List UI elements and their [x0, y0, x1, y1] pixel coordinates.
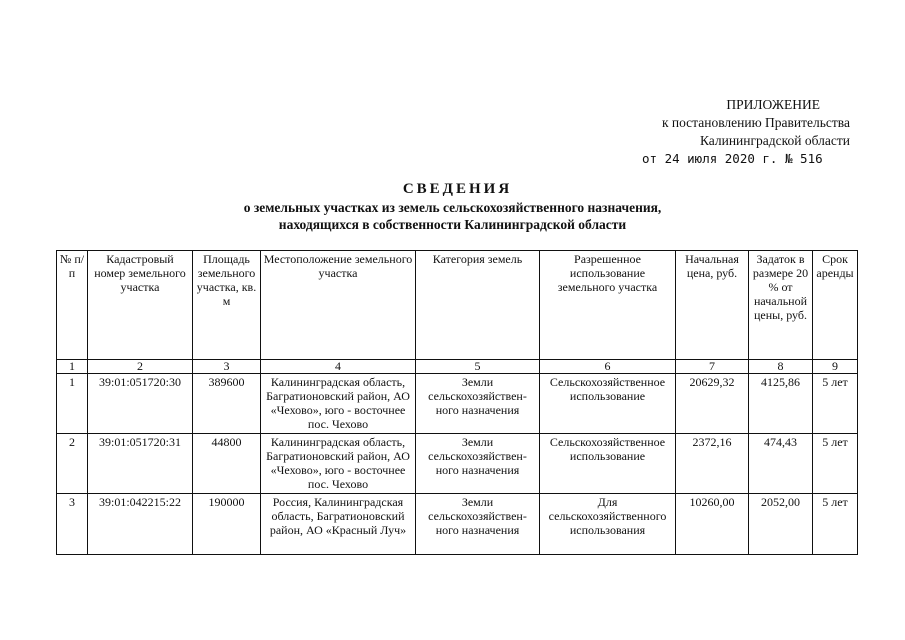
starting-price: 2372,16 [676, 434, 749, 494]
column-number: 7 [676, 360, 749, 374]
cadastral-number: 39:01:051720:31 [88, 434, 193, 494]
permitted-use: Сельскохозяйственное использование [540, 374, 676, 434]
row-number: 2 [57, 434, 88, 494]
permitted-use: Для сельскохозяйственного использования [540, 494, 676, 555]
column-header: Срок аренды [813, 251, 858, 360]
permitted-use: Сельскохозяйственное использование [540, 434, 676, 494]
column-number: 2 [88, 360, 193, 374]
appendix-line-3: Калининградской области [699, 133, 850, 148]
table-header-row [57, 251, 858, 360]
table-row [57, 494, 858, 555]
appendix-block [620, 96, 850, 168]
column-numbers-row [57, 360, 858, 374]
lease-term: 5 лет [813, 494, 858, 555]
starting-price: 20629,32 [676, 374, 749, 434]
plot-area: 190000 [193, 494, 261, 555]
land-category: Земли сельскохозяйствен- ного назначения [416, 374, 540, 434]
column-number: 8 [749, 360, 813, 374]
column-header: Кадастровый номер земельного участка [88, 251, 193, 360]
plot-location: Калининградская область, Багратионовский район, АО «Чехово», юго - восточнее пос. Чехово [261, 374, 416, 434]
appendix-title: ПРИЛОЖЕНИЕ [726, 97, 820, 112]
deposit-amount: 474,43 [749, 434, 813, 494]
column-header: № п/п [57, 251, 88, 360]
document-title: СВЕДЕНИЯ [402, 181, 513, 197]
document-subtitle-1: о земельных участках из земель сельскохозяйственного назначения, [243, 200, 662, 215]
plot-area: 44800 [193, 434, 261, 494]
column-number: 1 [57, 360, 88, 374]
deposit-amount: 2052,00 [749, 494, 813, 555]
column-header: Начальная цена, руб. [676, 251, 749, 360]
cadastral-number: 39:01:051720:30 [88, 374, 193, 434]
lease-term: 5 лет [813, 374, 858, 434]
row-number: 3 [57, 494, 88, 555]
column-number: 5 [416, 360, 540, 374]
plot-location: Калининградская область, Багратионовский район, АО «Чехово», юго - восточнее пос. Чехово [261, 434, 416, 494]
starting-price: 10260,00 [676, 494, 749, 555]
column-number: 9 [813, 360, 858, 374]
deposit-amount: 4125,86 [749, 374, 813, 434]
row-number: 1 [57, 374, 88, 434]
land-category: Земли сельскохозяйствен- ного назначения [416, 434, 540, 494]
column-number: 4 [261, 360, 416, 374]
document-heading [0, 180, 905, 233]
table-row [57, 434, 858, 494]
plot-area: 389600 [193, 374, 261, 434]
lease-term: 5 лет [813, 434, 858, 494]
column-header: Задаток в размере 20 % от начальной цены, руб. [749, 251, 813, 360]
column-header: Разрешенное использование земельного участка [540, 251, 676, 360]
appendix-date-line: от 24 июля 2020 г. № 516 [642, 151, 823, 166]
document-subtitle-2: находящихся в собственности Калининградской области [278, 217, 627, 232]
column-number: 3 [193, 360, 261, 374]
column-number: 6 [540, 360, 676, 374]
cadastral-number: 39:01:042215:22 [88, 494, 193, 555]
land-plots-table [56, 250, 858, 555]
land-category: Земли сельскохозяйствен- ного назначения [416, 494, 540, 555]
column-header: Площадь земельного участка, кв. м [193, 251, 261, 360]
table-row [57, 374, 858, 434]
column-header: Категория земель [416, 251, 540, 360]
column-header: Местоположение земельного участка [261, 251, 416, 360]
appendix-line-2: к постановлению Правительства [661, 115, 850, 130]
plot-location: Россия, Калининградская область, Багратионовский район, АО «Красный Луч» [261, 494, 416, 555]
